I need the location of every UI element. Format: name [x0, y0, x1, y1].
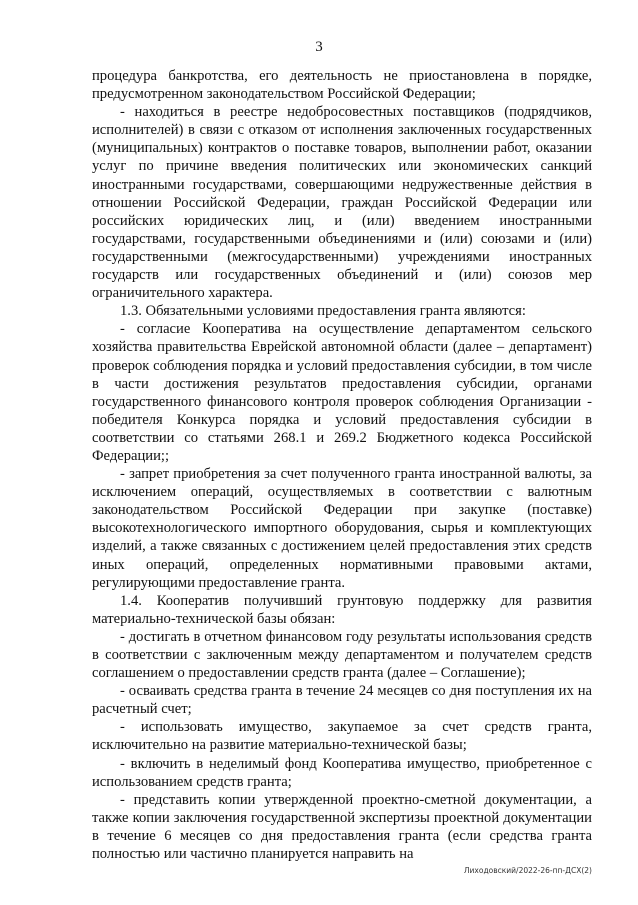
paragraph: - находиться в реестре недобросовестных поставщиков (подрядчиков, исполнителей) в связи с отказом от исполнения заключенных государственных (муниципальных) контрактов о поставке товаров, выполнении работ, оказании услуг по причине введения политических или экономических санкций иностранными государствами, совершающими недружественные действия в отношении Российской Федерации, граждан Российской Федерации или российских юридических лиц, и (или) введением иностранными государствами, государственными объединениями и (или) союзами и (или) государственными (межгосударственными) учреждениями иностранных государств или государственных объединений и (или) союзов мер ограничительного характера. — [92, 104, 592, 302]
document-footer-id: Лиходовский/2022-26-пп-ДСХ(2) — [463, 866, 592, 875]
paragraph: - запрет приобретения за счет полученного гранта иностранной валюты, за исключением операций, осуществляемых в соответствии с валютным законодательством Российской Федерации при закупке (поставке) высокотехнологического импортного оборудования, сырья и комплектующих изделий, а также связанных с достижением целей предоставления этих средств иных операций, определенных нормативными правовыми актами, регулирующими предоставление гранта. — [92, 466, 592, 591]
paragraph: - достигать в отчетном финансовом году результаты использования средств в соответствии с заключенным между департаментом и получателем средств соглашением о предоставлении средств гранта (далее – Соглашение); — [92, 628, 592, 682]
paragraph: - использовать имущество, закупаемое за счет средств гранта, исключительно на развитие материально-технической базы; — [92, 719, 592, 754]
body-text — [92, 67, 592, 863]
page-number: 3 — [315, 39, 323, 55]
paragraph: - представить копии утвержденной проектно-сметной документации, а также копии заключения государственной экспертизы проектной документации в течение 6 месяцев со дня предоставления гранта (если средства гранта полностью или частично планируется направить на — [92, 791, 592, 863]
paragraph: - включить в неделимый фонд Кооператива имущество, приобретенное с использованием средств гранта; — [92, 755, 592, 790]
paragraph: процедура банкротства, его деятельность не приостановлена в порядке, предусмотренном законодательством Российской Федерации; — [92, 68, 592, 103]
paragraph: - согласие Кооператива на осуществление департаментом сельского хозяйства правительства Еврейской автономной области (далее – департамент) проверок соблюдения порядка и условий предоставления субсидии, в том числе в части достижения результатов предоставления субсидии, органами государственного финансового контроля проверок соблюдения Организации - победителя Конкурса порядка и условий предоставления субсидии в соответствии со статьями 268.1 и 269.2 Бюджетного кодекса Российской Федерации;; — [92, 321, 592, 464]
paragraph: - осваивать средства гранта в течение 24 месяцев со дня поступления их на расчетный счет; — [92, 683, 592, 718]
section-heading: 1.3. Обязательными условиями предоставления гранта являются: — [120, 303, 526, 320]
section-heading: 1.4. Кооператив получивший грунтовую поддержку для развития материально-технической базы обязан: — [92, 592, 592, 627]
